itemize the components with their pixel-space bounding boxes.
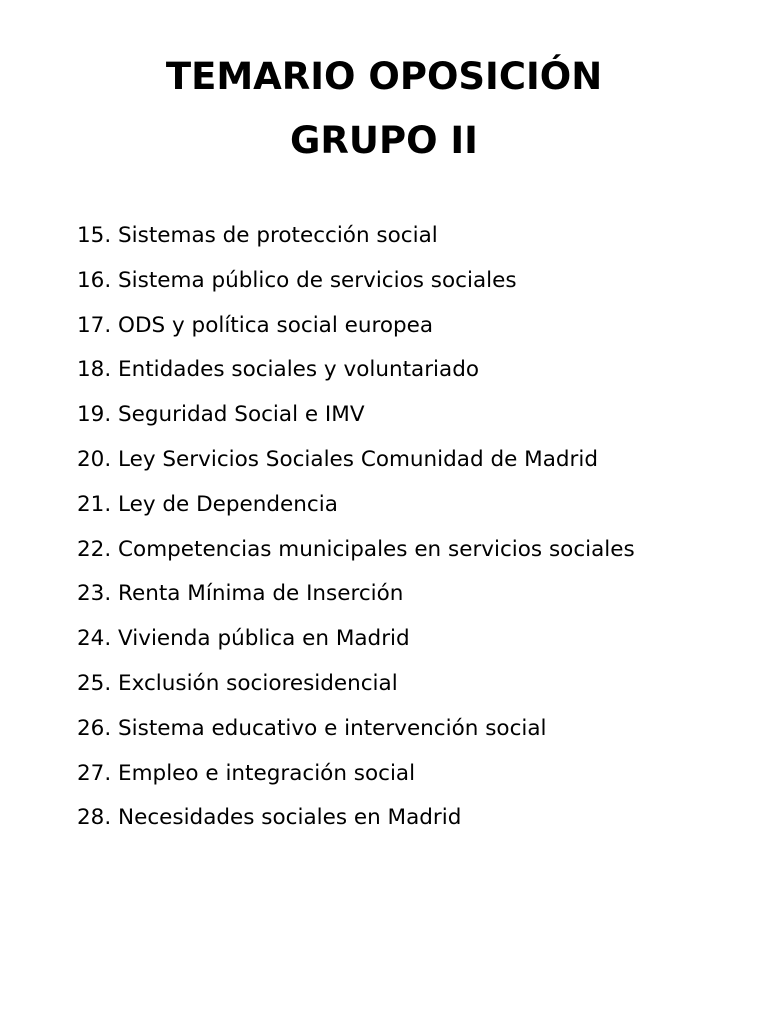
topic-item: 28. Necesidades sociales en Madrid [77, 805, 462, 831]
topic-item: 18. Entidades sociales y voluntariado [77, 357, 479, 383]
document-title: TEMARIO OPOSICIÓN [165, 55, 603, 98]
topic-item: 15. Sistemas de protección social [77, 223, 438, 248]
topic-item: 19. Seguridad Social e IMV [77, 402, 365, 428]
topic-item: 23. Renta Mínima de Inserción [77, 581, 404, 607]
topic-item: 22. Competencias municipales en servicios sociales [77, 536, 635, 562]
topic-item: 17. ODS y política social europea [77, 312, 434, 338]
topic-item: 16. Sistema público de servicios sociales [77, 267, 517, 293]
topic-item: 25. Exclusión socioresidencial [77, 670, 398, 696]
topic-list [77, 223, 635, 850]
topic-item: 21. Ley de Dependencia [77, 491, 338, 517]
document-subtitle: GRUPO II [290, 119, 478, 162]
topic-item: 27. Empleo e integración social [77, 760, 416, 786]
topic-item: 20. Ley Servicios Sociales Comunidad de Madrid [77, 446, 598, 472]
topic-item: 24. Vivienda pública en Madrid [77, 626, 410, 652]
topic-item: 26. Sistema educativo e intervención social [77, 715, 547, 741]
